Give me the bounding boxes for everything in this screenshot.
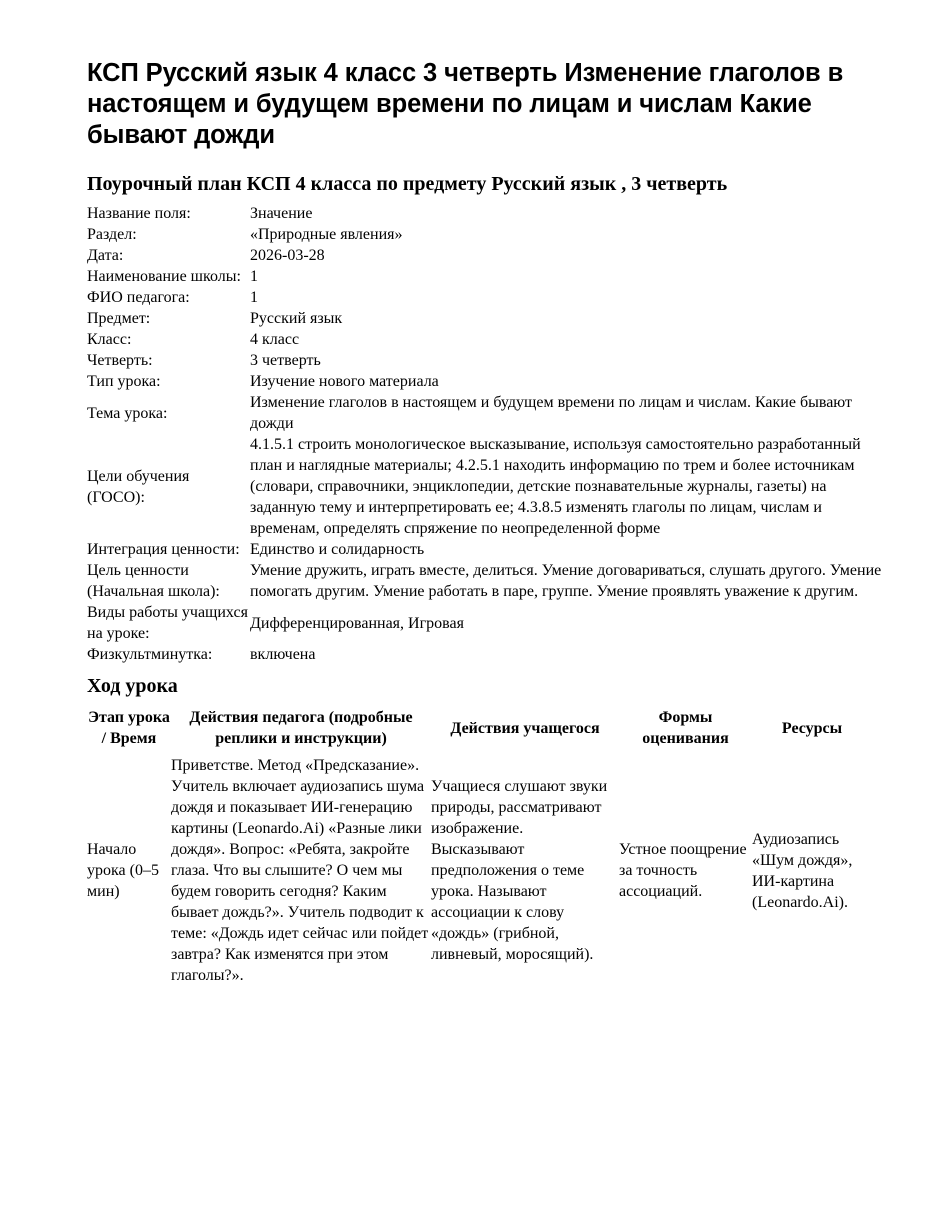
header-assessment: Формы оценивания (642, 709, 729, 747)
table-row (87, 755, 872, 986)
meta-value: Умение дружить, играть вместе, делиться. Умение договариваться, слушать другого. Умение помогать другим. Умение работать в паре, группе. Умение проявлять уважение к другим. (250, 562, 882, 600)
cell-teacher-actions: Приветстве. Метод «Предсказание». Учитель включает аудиозапись шума дождя и показывает ИИ-генерацию картины (Leonardo.Ai) «Разные лики дождя». Вопрос: «Ребята, закройте глаза. Что вы слышите? О чем мы будем говорить сегодня? Каким бывает дождь?». Учитель подводит к теме: «Дождь идет сейчас или пойдет завтра? Как изменятся при этом глаголы?». (171, 757, 429, 984)
table-row (87, 329, 895, 350)
table-row (87, 644, 895, 665)
table-row (87, 224, 895, 245)
table-row (87, 539, 895, 560)
lesson-meta-table (87, 203, 895, 665)
meta-key: ФИО педагога: (87, 289, 190, 306)
table-row (87, 392, 895, 434)
meta-key: Раздел: (87, 226, 137, 243)
lesson-plan-header-row (87, 703, 872, 755)
table-row (87, 371, 895, 392)
meta-value: 1 (250, 289, 258, 306)
meta-key: Виды работы учащихся на уроке: (87, 604, 248, 642)
header-student-actions: Действия учащегося (450, 719, 600, 737)
meta-value: 4.1.5.1 строить монологическое высказывание, используя самостоятельно разработанный план и наглядные материалы; 4.2.5.1 находить информацию по трем и более источникам (словари, справочники, энциклопедии, детские познавательные журналы, газеты) на заданную тему и интерпретировать ее; 4.3.8.5 изменять глаголы по лицам, числам и временам, определять спряжение по неопределенной форме (250, 436, 861, 537)
meta-key: Интеграция ценности: (87, 541, 240, 558)
lesson-heading: Ход урока (87, 675, 178, 697)
meta-value: Значение (250, 205, 313, 222)
table-row (87, 266, 895, 287)
meta-key: Дата: (87, 247, 124, 264)
table-row (87, 245, 895, 266)
document-page (87, 58, 895, 986)
table-row (87, 287, 895, 308)
meta-key: Четверть: (87, 352, 153, 369)
meta-key: Физкультминутка: (87, 646, 213, 663)
meta-value: Русский язык (250, 310, 343, 327)
meta-value: Дифференцированная, Игровая (250, 614, 464, 632)
meta-key: Цели обучения (ГОСО): (87, 467, 190, 506)
meta-key: Цель ценности (Начальная школа): (87, 562, 220, 600)
cell-student-actions: Учащиеся слушают звуки природы, рассматривают изображение. Высказывают предположения о теме урока. Называют ассоциации к слову «дождь» (грибной, ливневый, моросящий). (431, 778, 608, 963)
table-row (87, 203, 895, 224)
cell-stage: Начало урока (0–5 мин) (87, 841, 159, 900)
meta-value: 2026-03-28 (250, 247, 325, 264)
meta-key: Тип урока: (87, 373, 161, 390)
table-row (87, 602, 895, 644)
lesson-plan-table (87, 703, 872, 986)
header-resources: Ресурсы (781, 719, 843, 737)
table-row (87, 434, 895, 539)
meta-value: 1 (250, 268, 258, 285)
table-row (87, 560, 895, 602)
meta-key: Наименование школы: (87, 268, 241, 285)
meta-value: включена (250, 646, 316, 663)
header-teacher-actions: Действия педагога (подробные реплики и инструкции) (189, 709, 413, 747)
lesson-meta-body (87, 203, 895, 665)
meta-value: Единство и солидарность (250, 541, 425, 558)
document-title: КСП Русский язык 4 класс 3 четверть Изменение глаголов в настоящем и будущем времени по лицам и числам Какие бывают дожди (87, 59, 844, 149)
meta-value: «Природные явления» (250, 226, 403, 243)
table-row (87, 350, 895, 371)
meta-value: Изучение нового материала (250, 373, 439, 390)
meta-value: 3 четверть (250, 352, 321, 369)
meta-key: Предмет: (87, 310, 151, 327)
meta-value: Изменение глаголов в настоящем и будущем времени по лицам и числам. Какие бывают дожди (250, 394, 853, 432)
cell-resources: Аудиозапись «Шум дождя», ИИ-картина (Leonardo.Ai). (752, 830, 853, 911)
cell-assessment: Устное поощрение за точность ассоциаций. (619, 841, 747, 900)
document-subtitle: Поурочный план КСП 4 класса по предмету Русский язык , 3 четверть (87, 173, 728, 195)
meta-key: Класс: (87, 331, 132, 348)
meta-value: 4 класс (250, 331, 300, 348)
header-stage: Этап урока / Время (88, 709, 170, 747)
meta-key: Название поля: (87, 205, 191, 222)
meta-key: Тема урока: (87, 404, 168, 422)
table-row (87, 308, 895, 329)
